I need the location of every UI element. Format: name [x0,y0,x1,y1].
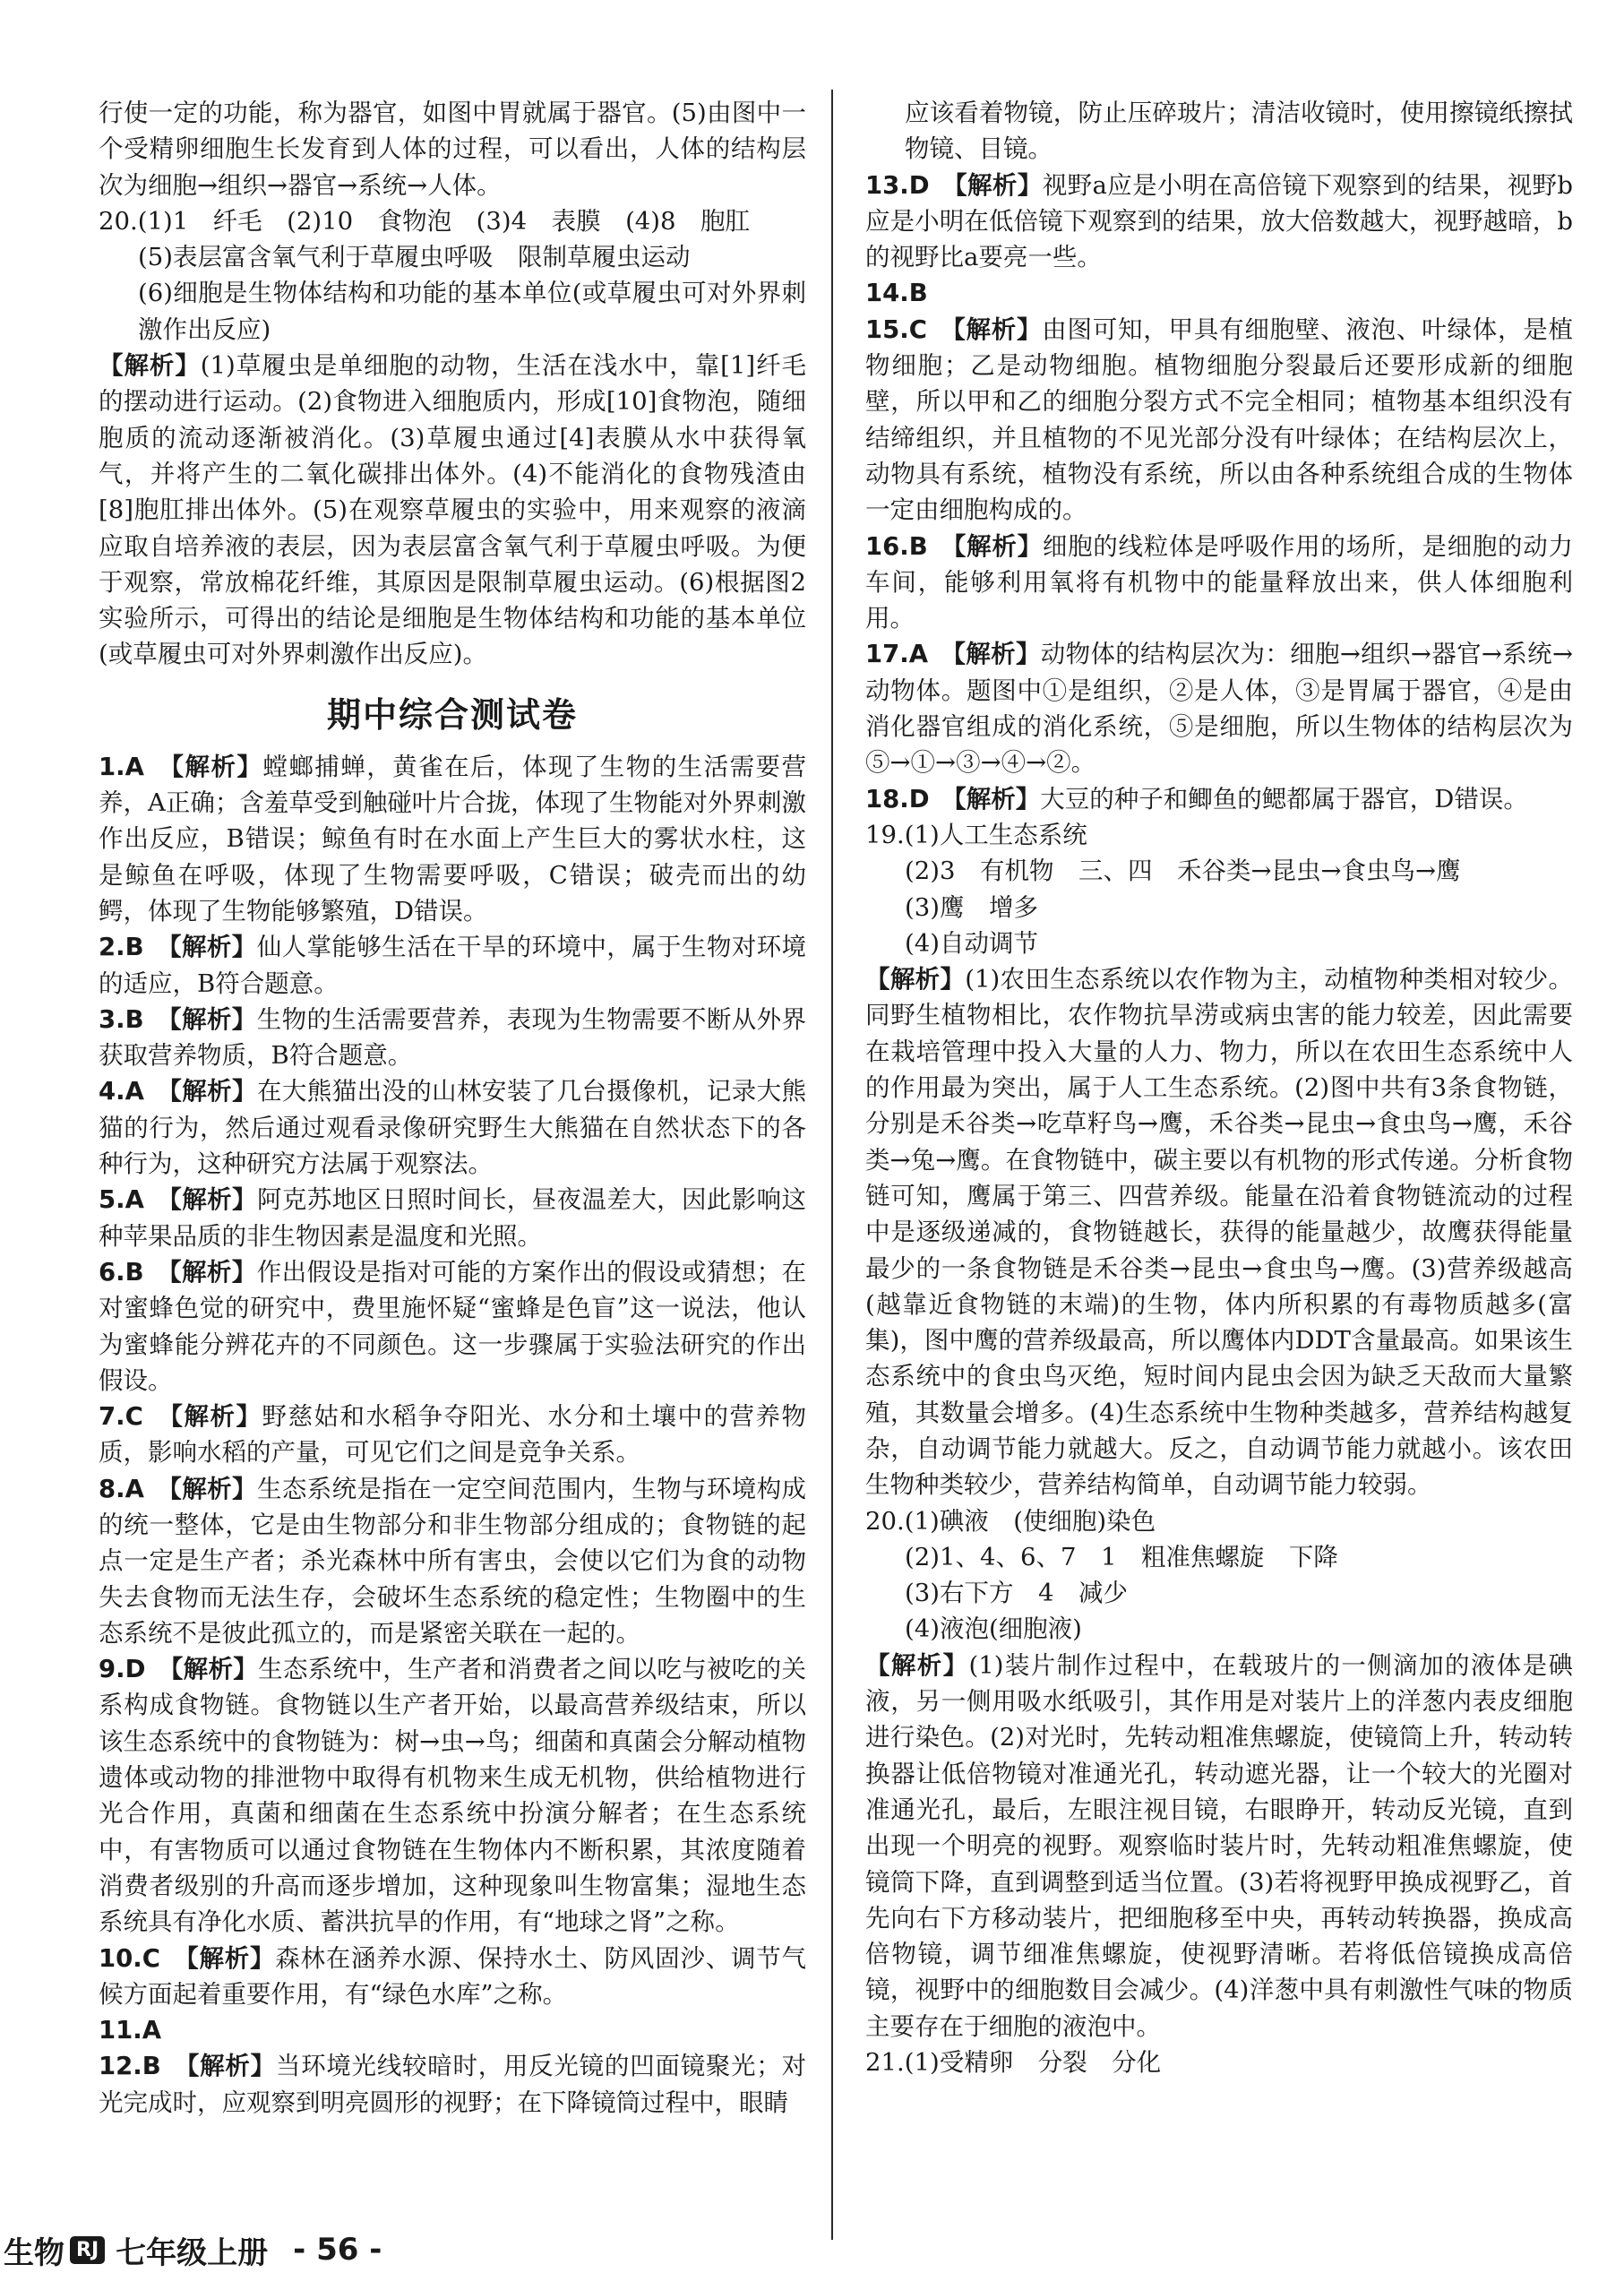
question-item [99,1002,806,1074]
answer-line: (2)3 有机物 三、四 禾谷类→昆虫→食虫鸟→鹰 [905,857,1461,886]
analysis-tag: 【解析】 [953,640,1041,669]
question-item [99,1254,806,1399]
item-number: 18.D [865,784,930,814]
question-item [99,1471,806,1651]
analysis-tag: 【解析】 [952,314,1043,344]
answer-line: (6)细胞是生物体结构和功能的基本单位(或草履虫可对外界刺激作出反应) [138,279,806,344]
analysis-tag: 【解析】 [169,1185,257,1215]
analysis-tag: 【解析】 [865,1650,969,1680]
item-number: 9.D [99,1655,146,1684]
item-text: 生物的生活需要营养，表现为生物需要不断从外界获取营养物质，B符合题意。 [99,1004,807,1071]
analysis-tag: 【解析】 [170,1655,259,1684]
item-text: 阿克苏地区日照时间长，昼夜温差大，因此影响这种苹果品质的非生物因素是温度和光照。 [99,1185,807,1251]
item-number: 11.A [99,2016,161,2045]
analysis-tag: 【解析】 [954,784,1041,814]
analysis-tag: 【解析】 [169,1077,257,1106]
answer-line: (4)液泡(细胞液) [905,1614,1082,1644]
column-divider [831,90,833,2240]
text-line: 行使一定的功能，称为器官，如图中胃就属于器官。(5)由图中一个受精卵细胞生长发育到人体的过程，可以看出，人体的结构层次为细胞→组织→器官→系统→人体。 [99,99,806,200]
section-title: 期中综合测试卷 [326,694,578,735]
item-text: 生态系统中，生产者和消费者之间以吃与被吃的关系构成食物链。食物链以生产者开始，以最高营养级结束，所以该生态系统中的食物链为：树→虫→鸟；细菌和真菌会分解动植物遗体或动物的排泄物中取得有机物来生成无机物，供给植物进行光合作用，真菌和细菌在生态系统中扮演分解者；在生态系统中，有害物质可以通过食物链在生物体内不断积累，其浓度随着消费者级别的升高而逐步增加，这种现象叫生物富集；湿地生态系统具有净化水质、蓄洪抗旱的作用，有“地球之肾”之称。 [99,1655,807,1937]
item-text: 动物体的结构层次为：细胞→组织→器官→系统→动物体。题图中①是组织，②是人体，③是胃属于器官，④是由消化器官组成的消化系统，⑤是细胞，所以生物体的结构层次为⑤→①→③→④→②。 [865,640,1574,778]
analysis-tag: 【解析】 [170,1402,262,1432]
question-item [865,168,1573,276]
item-number: 6.B [99,1257,144,1287]
question-item [99,1182,806,1254]
analysis-paragraph [865,1648,1573,2045]
answer-line: (3)右下方 4 减少 [905,1579,1128,1608]
question-item [99,2048,806,2121]
answer-line: 20.(1)1 纤毛 (2)10 食物泡 (3)4 表膜 (4)8 胞肛 [99,206,751,236]
item-text: 森林在涵养水源、保持水土、防风固沙、调节气候方面起着重要作用，有“绿色水库”之称。 [99,1943,807,2009]
analysis-text: (1)装片制作过程中，在载玻片的一侧滴加的液体是碘液，另一侧用吸水纸吸引，其作用是对装片上的洋葱内表皮细胞进行染色。(2)对光时，先转动粗准焦螺旋，使镜筒上升，转动转换器让低倍物镜对准通光孔，转动遮光器，让一个较大的光圈对准通光孔，最后，左眼注视目镜，右眼睁开，转动反光镜，直到出现一个明亮的视野。观察临时装片时，先转动粗准焦螺旋，使镜筒下降，直到调整到适当位置。(3)若将视野甲换成视野乙，首先向右下方移动装片，把细胞移至中央，再转动转换器，换成高倍物镜，调节细准焦螺旋，使视野清晰。若将低倍镜换成高倍镜，视野中的细胞数目会减少。(4)洋葱中具有刺激性气味的物质主要存在于细胞的液泡中。 [865,1650,1573,2041]
item-number: 13.D [865,170,930,200]
analysis-tag: 【解析】 [99,351,201,381]
item-number: 3.B [99,1004,144,1034]
footer-subject: 生物 [4,2234,64,2271]
answer-line: (4)自动调节 [905,928,1038,958]
analysis-tag: 【解析】 [954,170,1043,200]
answer-line: 20.(1)碘液 (使细胞)染色 [865,1506,1156,1536]
item-text: 大豆的种子和鲫鱼的鳃都属于器官，D错误。 [1040,784,1528,814]
analysis-tag: 【解析】 [169,1474,257,1503]
answer-line: (3)鹰 增多 [905,892,1038,922]
item-text: 螳螂捕蝉，黄雀在后，体现了生物的生活需要营养，A正确；含羞草受到触碰叶片合拢，体现了生物能对外界刺激作出反应，B错误；鲸鱼有时在水面上产生巨大的雾状水柱，这是鲸鱼在呼吸，体现了生物需要呼吸，C错误；破壳而出的幼鳄，体现了生物能够繁殖，D错误。 [99,752,807,925]
question-item [99,2012,806,2048]
right-column [865,95,1573,2080]
item-number: 14.B [865,279,928,308]
item-number: 16.B [865,531,928,561]
answer-line: 19.(1)人工生态系统 [865,820,1087,849]
analysis-tag: 【解析】 [168,1257,257,1287]
item-text: 野慈姑和水稻争夺阳光、水分和土壤中的营养物质，影响水稻的产量，可见它们之间是竞争关系。 [99,1402,807,1468]
question-item [99,929,806,1002]
item-number: 4.A [99,1077,144,1106]
question-item [99,1651,806,1940]
item-number: 8.A [99,1474,144,1503]
text-line: 应该看着物镜，防止压碎玻片；清洁收镜时，使用擦镜纸擦拭物镜、目镜。 [905,99,1573,164]
edition-badge: RJ [70,2236,105,2264]
analysis-tag: 【解析】 [171,752,263,781]
analysis-tag: 【解析】 [185,1943,276,1973]
item-text: 由图可知，甲具有细胞壁、液泡、叶绿体，是植物细胞；乙是动物细胞。植物细胞分裂最后还要形成新的细胞壁，所以甲和乙的细胞分裂方式不完全相同；植物基本组织没有结缔组织，并且植物的不见光部分没有叶绿体；在结构层次上，动物具有系统，植物没有系统，所以由各种系统组合成的生物体一定由细胞构成的。 [865,314,1574,525]
item-text: 当环境光线较暗时，用反光镜的凹面镜聚光；对光完成时，应观察到明亮圆形的视野；在下降镜筒过程中，眼睛 [99,2052,807,2117]
answer-line: (5)表层富含氧气利于草履虫呼吸 限制草履虫运动 [138,243,691,272]
answer-line: 21.(1)受精卵 分裂 分化 [865,2048,1162,2078]
question-item [865,781,1573,817]
item-text: 生态系统是指在一定空间范围内，生物与环境构成的统一整体，它是由生物部分和非生物部分组成的；食物链的起点一定是生产者；杀光森林中所有害虫，会使以它们为食的动物失去食物而无法生存，会破坏生态系统的稳定性；生物圈中的生态系统不是彼此孤立的，而是紧密关联在一起的。 [99,1474,807,1648]
item-number: 7.C [99,1402,143,1432]
question-item [865,529,1573,637]
question-item [865,312,1573,529]
item-number: 10.C [99,1943,160,1973]
analysis-tag: 【解析】 [168,933,257,962]
analysis-tag: 【解析】 [865,965,966,994]
analysis-paragraph [99,348,806,673]
item-text: 作出假设是指对可能的方案作出的假设或猜想；在对蜜蜂色觉的研究中，费里施怀疑“蜜蜂是色盲”这一说法，他认为蜜蜂能分辨花卉的不同颜色。这一步骤属于实验法研究的作出假设。 [99,1257,807,1395]
item-number: 15.C [865,314,927,344]
analysis-tag: 【解析】 [186,2052,276,2081]
item-text: 细胞的线粒体是呼吸作用的场所，是细胞的动力车间，能够利用氧将有机物中的能量释放出来，供人体细胞利用。 [865,531,1574,633]
item-number: 1.A [99,752,144,781]
question-item [99,749,806,929]
item-text: 视野a应是小明在高倍镜下观察到的结果，视野b应是小明在低倍镜下观察到的结果，放大倍数越大，视野越暗，b的视野比a要亮一些。 [865,170,1574,272]
analysis-tag: 【解析】 [953,531,1043,561]
item-number: 5.A [99,1185,144,1215]
analysis-paragraph [865,961,1573,1502]
left-column [99,95,806,2121]
page-footer [0,2227,382,2272]
question-item [865,636,1573,780]
item-number: 2.B [99,933,144,962]
analysis-text: (1)农田生态系统以农作物为主，动植物种类相对较少。同野生植物相比，农作物抗旱涝或病虫害的能力较差，因此需要在栽培管理中投入大量的人力、物力，所以在农田生态系统中人的作用最为突出，属于人工生态系统。(2)图中共有3条食物链，分别是禾谷类→吃草籽鸟→鹰，禾谷类→昆虫→食虫鸟→鹰，禾谷类→兔→鹰。在食物链中，碳主要以有机物的形式传递。分析食物链可知，鹰属于第三、四营养级。能量在沿着食物链流动的过程中是逐级递减的，食物链越长，获得的能量越少，故鹰获得能量最少的一条食物链是禾谷类→昆虫→食虫鸟→鹰。(3)营养级越高(越靠近食物链的末端)的生物，体内所积累的有毒物质越多(富集)，图中鹰的营养级最高，所以鹰体内DDT含量最高。如果该生态系统中的食虫鸟灭绝，短时间内昆虫会因为缺乏天敌而大量繁殖，其数量会增多。(4)生态系统中生物种类越多，营养结构越复杂，自动调节能力就越大。反之，自动调节能力就越小。该农田生物种类较少，营养结构简单，自动调节能力较弱。 [865,965,1574,1500]
answer-line: (2)1、4、6、7 1 粗准焦螺旋 下降 [905,1542,1338,1571]
footer-grade: 七年级上册 [116,2234,269,2271]
question-item [99,1941,806,2013]
question-item [99,1073,806,1182]
item-text: 仙人掌能够生活在干旱的环境中，属于生物对环境的适应，B符合题意。 [99,933,807,998]
question-item [99,1399,806,1471]
analysis-tag: 【解析】 [168,1004,257,1034]
analysis-text: (1)草履虫是单细胞的动物，生活在浅水中，靠[1]纤毛的摆动进行运动。(2)食物进入细胞质内，形成[10]食物泡，随细胞质的流动逐渐被消化。(3)草履虫通过[4]表膜从水中获得氧气，并将产生的二氧化碳排出体外。(4)不能消化的食物残渣由[8]胞肛排出体外。(5)在观察草履虫的实验中，用来观察的液滴应取自培养液的表层，因为表层富含氧气利于草履虫呼吸。为便于观察，常放棉花纤维，其原因是限制草履虫运动。(6)根据图2实验所示，可得出的结论是细胞是生物体结构和功能的基本单位(或草履虫可对外界刺激作出反应)。 [99,351,807,669]
page-number: - 56 - [293,2232,382,2268]
item-number: 12.B [99,2052,161,2081]
item-text: 在大熊猫出没的山林安装了几台摄像机，记录大熊猫的行为，然后通过观看录像研究野生大熊猫在自然状态下的各种行为，这种研究方法属于观察法。 [99,1077,807,1179]
item-number: 17.A [865,640,928,669]
question-item [865,275,1573,311]
